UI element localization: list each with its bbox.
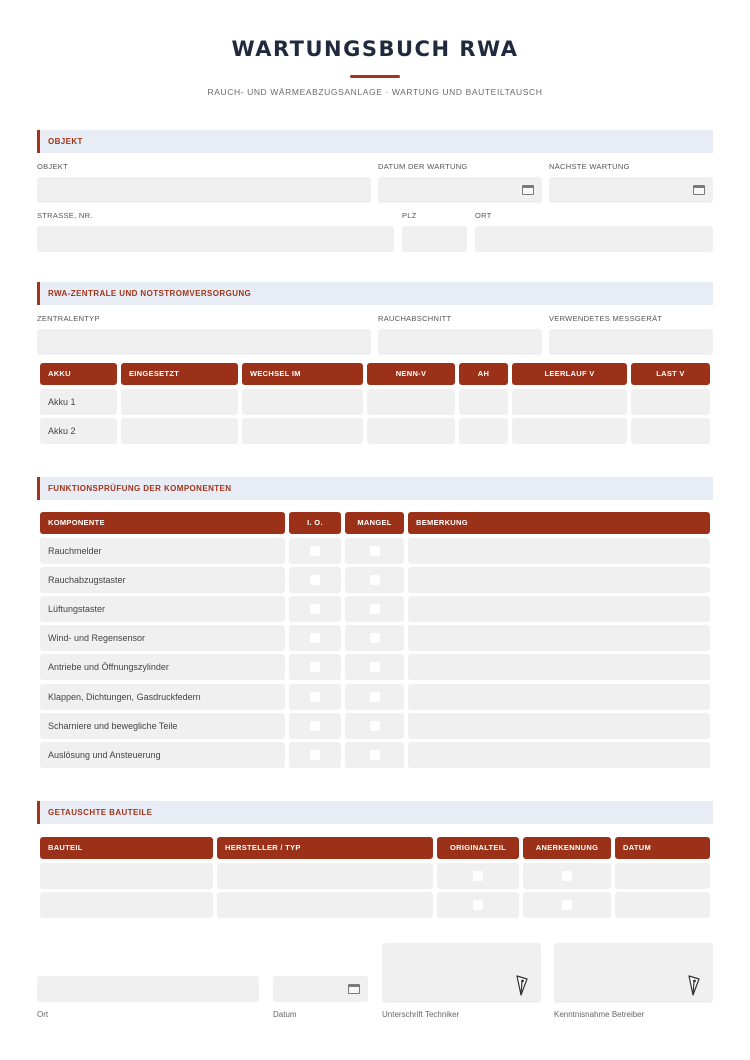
zentralentyp-field[interactable] bbox=[37, 329, 371, 355]
footer-label-ort: Ort bbox=[37, 1010, 49, 1019]
column-header-io: I. O. bbox=[289, 512, 341, 534]
bemerkung-cell[interactable] bbox=[408, 625, 710, 651]
komponente-label: Scharniere und bewegliche Teile bbox=[40, 713, 285, 739]
checkbox[interactable] bbox=[370, 721, 380, 731]
mangel-cell[interactable] bbox=[345, 684, 404, 710]
checkbox[interactable] bbox=[310, 633, 320, 643]
komponente-label: Wind- und Regensensor bbox=[40, 625, 285, 651]
rauchabschnitt-field[interactable] bbox=[378, 329, 542, 355]
checkbox[interactable] bbox=[370, 546, 380, 556]
akku-row-label: Akku 2 bbox=[40, 418, 117, 444]
footer-label-datum: Datum bbox=[273, 1010, 297, 1019]
bauteil-cell[interactable] bbox=[40, 863, 213, 889]
bauteil-cell[interactable] bbox=[40, 892, 213, 918]
io-cell[interactable] bbox=[289, 684, 341, 710]
anerkennung-cell[interactable] bbox=[523, 863, 611, 889]
checkbox[interactable] bbox=[473, 900, 483, 910]
label-plz: PLZ bbox=[402, 211, 417, 220]
anerkennung-cell[interactable] bbox=[523, 892, 611, 918]
akku-2-wechsel-cell[interactable] bbox=[242, 418, 363, 444]
ort-field[interactable] bbox=[475, 226, 713, 252]
akku-1-nenn-v-cell[interactable] bbox=[367, 389, 455, 415]
komponente-label: Klappen, Dichtungen, Gasdruckfedern bbox=[40, 684, 285, 710]
checkbox[interactable] bbox=[473, 871, 483, 881]
techniker-signature-field[interactable] bbox=[382, 943, 541, 1003]
akku-1-ah-cell[interactable] bbox=[459, 389, 508, 415]
column-header-anerkennung: ANERKENNUNG bbox=[523, 837, 611, 859]
checkbox[interactable] bbox=[562, 871, 572, 881]
bemerkung-cell[interactable] bbox=[408, 713, 710, 739]
column-header-leerlauf-v: LEERLAUF V bbox=[512, 363, 627, 385]
bemerkung-cell[interactable] bbox=[408, 684, 710, 710]
datum-wartung-field[interactable] bbox=[378, 177, 542, 203]
hersteller-cell[interactable] bbox=[217, 863, 433, 889]
mangel-cell[interactable] bbox=[345, 538, 404, 564]
column-header-eingesetzt: EINGESETZT bbox=[121, 363, 238, 385]
io-cell[interactable] bbox=[289, 742, 341, 768]
originalteil-cell[interactable] bbox=[437, 892, 519, 918]
mangel-cell[interactable] bbox=[345, 654, 404, 680]
komponente-label: Rauchabzugstaster bbox=[40, 567, 285, 593]
label-naechste-wartung: NÄCHSTE WARTUNG bbox=[549, 162, 630, 171]
column-header-bemerkung: BEMERKUNG bbox=[408, 512, 710, 534]
footer-label-techniker: Unterschrift Techniker bbox=[382, 1010, 460, 1019]
checkbox[interactable] bbox=[370, 662, 380, 672]
column-header-komponente: KOMPONENTE bbox=[40, 512, 285, 534]
calendar-icon[interactable] bbox=[348, 984, 360, 994]
akku-row-label: Akku 1 bbox=[40, 389, 117, 415]
datum-cell[interactable] bbox=[615, 863, 710, 889]
io-cell[interactable] bbox=[289, 625, 341, 651]
title-underline bbox=[350, 75, 400, 78]
akku-2-nenn-v-cell[interactable] bbox=[367, 418, 455, 444]
io-cell[interactable] bbox=[289, 713, 341, 739]
akku-2-eingesetzt-cell[interactable] bbox=[121, 418, 238, 444]
mangel-cell[interactable] bbox=[345, 567, 404, 593]
checkbox[interactable] bbox=[310, 662, 320, 672]
label-strasse: STRASSE, NR. bbox=[37, 211, 93, 220]
column-header-datum: DATUM bbox=[615, 837, 710, 859]
naechste-wartung-field[interactable] bbox=[549, 177, 713, 203]
strasse-field[interactable] bbox=[37, 226, 394, 252]
bemerkung-cell[interactable] bbox=[408, 538, 710, 564]
komponente-label: Antriebe und Öffnungszylinder bbox=[40, 654, 285, 680]
hersteller-cell[interactable] bbox=[217, 892, 433, 918]
akku-1-last-cell[interactable] bbox=[631, 389, 710, 415]
komponente-label: Auslösung und Ansteuerung bbox=[40, 742, 285, 768]
akku-1-leerlauf-cell[interactable] bbox=[512, 389, 627, 415]
checkbox[interactable] bbox=[370, 633, 380, 643]
akku-2-last-cell[interactable] bbox=[631, 418, 710, 444]
column-header-mangel: MANGEL bbox=[345, 512, 404, 534]
mangel-cell[interactable] bbox=[345, 713, 404, 739]
column-header-akku: AKKU bbox=[40, 363, 117, 385]
bemerkung-cell[interactable] bbox=[408, 567, 710, 593]
akku-2-ah-cell[interactable] bbox=[459, 418, 508, 444]
section-heading-bauteile: GETAUSCHTE BAUTEILE bbox=[37, 801, 713, 824]
label-zentralentyp: ZENTRALENTYP bbox=[37, 314, 100, 323]
akku-1-wechsel-cell[interactable] bbox=[242, 389, 363, 415]
footer-label-betreiber: Kenntnisnahme Betreiber bbox=[554, 1010, 645, 1019]
label-ort: ORT bbox=[475, 211, 492, 220]
column-header-nenn-v: NENN-V bbox=[367, 363, 455, 385]
checkbox[interactable] bbox=[370, 604, 380, 614]
column-header-originalteil: ORIGINALTEIL bbox=[437, 837, 519, 859]
label-datum-wartung: DATUM DER WARTUNG bbox=[378, 162, 468, 171]
checkbox[interactable] bbox=[310, 692, 320, 702]
io-cell[interactable] bbox=[289, 567, 341, 593]
calendar-icon[interactable] bbox=[693, 185, 705, 195]
pen-icon bbox=[515, 975, 529, 997]
datum-signature-field[interactable] bbox=[273, 976, 368, 1002]
checkbox[interactable] bbox=[562, 900, 572, 910]
pen-icon bbox=[687, 975, 701, 997]
betreiber-signature-field[interactable] bbox=[554, 943, 713, 1003]
checkbox[interactable] bbox=[310, 721, 320, 731]
column-header-ah: AH bbox=[459, 363, 508, 385]
page-title: WARTUNGSBUCH RWA bbox=[231, 37, 519, 61]
io-cell[interactable] bbox=[289, 654, 341, 680]
section-heading-objekt: OBJEKT bbox=[37, 130, 713, 153]
mangel-cell[interactable] bbox=[345, 596, 404, 622]
section-heading-zentrale: RWA-ZENTRALE UND NOTSTROMVERSORGUNG bbox=[37, 282, 713, 305]
akku-1-eingesetzt-cell[interactable] bbox=[121, 389, 238, 415]
label-rauchabschnitt: RAUCHABSCHNITT bbox=[378, 314, 452, 323]
checkbox[interactable] bbox=[310, 750, 320, 760]
label-messgeraet: VERWENDETES MESSGERÄT bbox=[549, 314, 663, 323]
mangel-cell[interactable] bbox=[345, 742, 404, 768]
bemerkung-cell[interactable] bbox=[408, 596, 710, 622]
calendar-icon[interactable] bbox=[522, 185, 534, 195]
io-cell[interactable] bbox=[289, 538, 341, 564]
originalteil-cell[interactable] bbox=[437, 863, 519, 889]
checkbox[interactable] bbox=[370, 692, 380, 702]
bemerkung-cell[interactable] bbox=[408, 742, 710, 768]
checkbox[interactable] bbox=[370, 750, 380, 760]
akku-2-leerlauf-cell[interactable] bbox=[512, 418, 627, 444]
messgeraet-field[interactable] bbox=[549, 329, 713, 355]
checkbox[interactable] bbox=[310, 575, 320, 585]
checkbox[interactable] bbox=[310, 546, 320, 556]
plz-field[interactable] bbox=[402, 226, 467, 252]
section-heading-funktion: FUNKTIONSPRÜFUNG DER KOMPONENTEN bbox=[37, 477, 713, 500]
komponente-label: Lüftungstaster bbox=[40, 596, 285, 622]
column-header-wechsel: WECHSEL IM bbox=[242, 363, 363, 385]
bemerkung-cell[interactable] bbox=[408, 654, 710, 680]
checkbox[interactable] bbox=[370, 575, 380, 585]
ort-signature-field[interactable] bbox=[37, 976, 259, 1002]
mangel-cell[interactable] bbox=[345, 625, 404, 651]
label-objekt: OBJEKT bbox=[37, 162, 68, 171]
datum-cell[interactable] bbox=[615, 892, 710, 918]
page-subtitle: RAUCH- UND WÄRMEABZUGSANLAGE · WARTUNG UND BAUTEILTAUSCH bbox=[207, 87, 543, 97]
column-header-bauteil: BAUTEIL bbox=[40, 837, 213, 859]
column-header-hersteller: HERSTELLER / TYP bbox=[217, 837, 433, 859]
checkbox[interactable] bbox=[310, 604, 320, 614]
komponente-label: Rauchmelder bbox=[40, 538, 285, 564]
io-cell[interactable] bbox=[289, 596, 341, 622]
objekt-field[interactable] bbox=[37, 177, 371, 203]
column-header-last-v: LAST V bbox=[631, 363, 710, 385]
